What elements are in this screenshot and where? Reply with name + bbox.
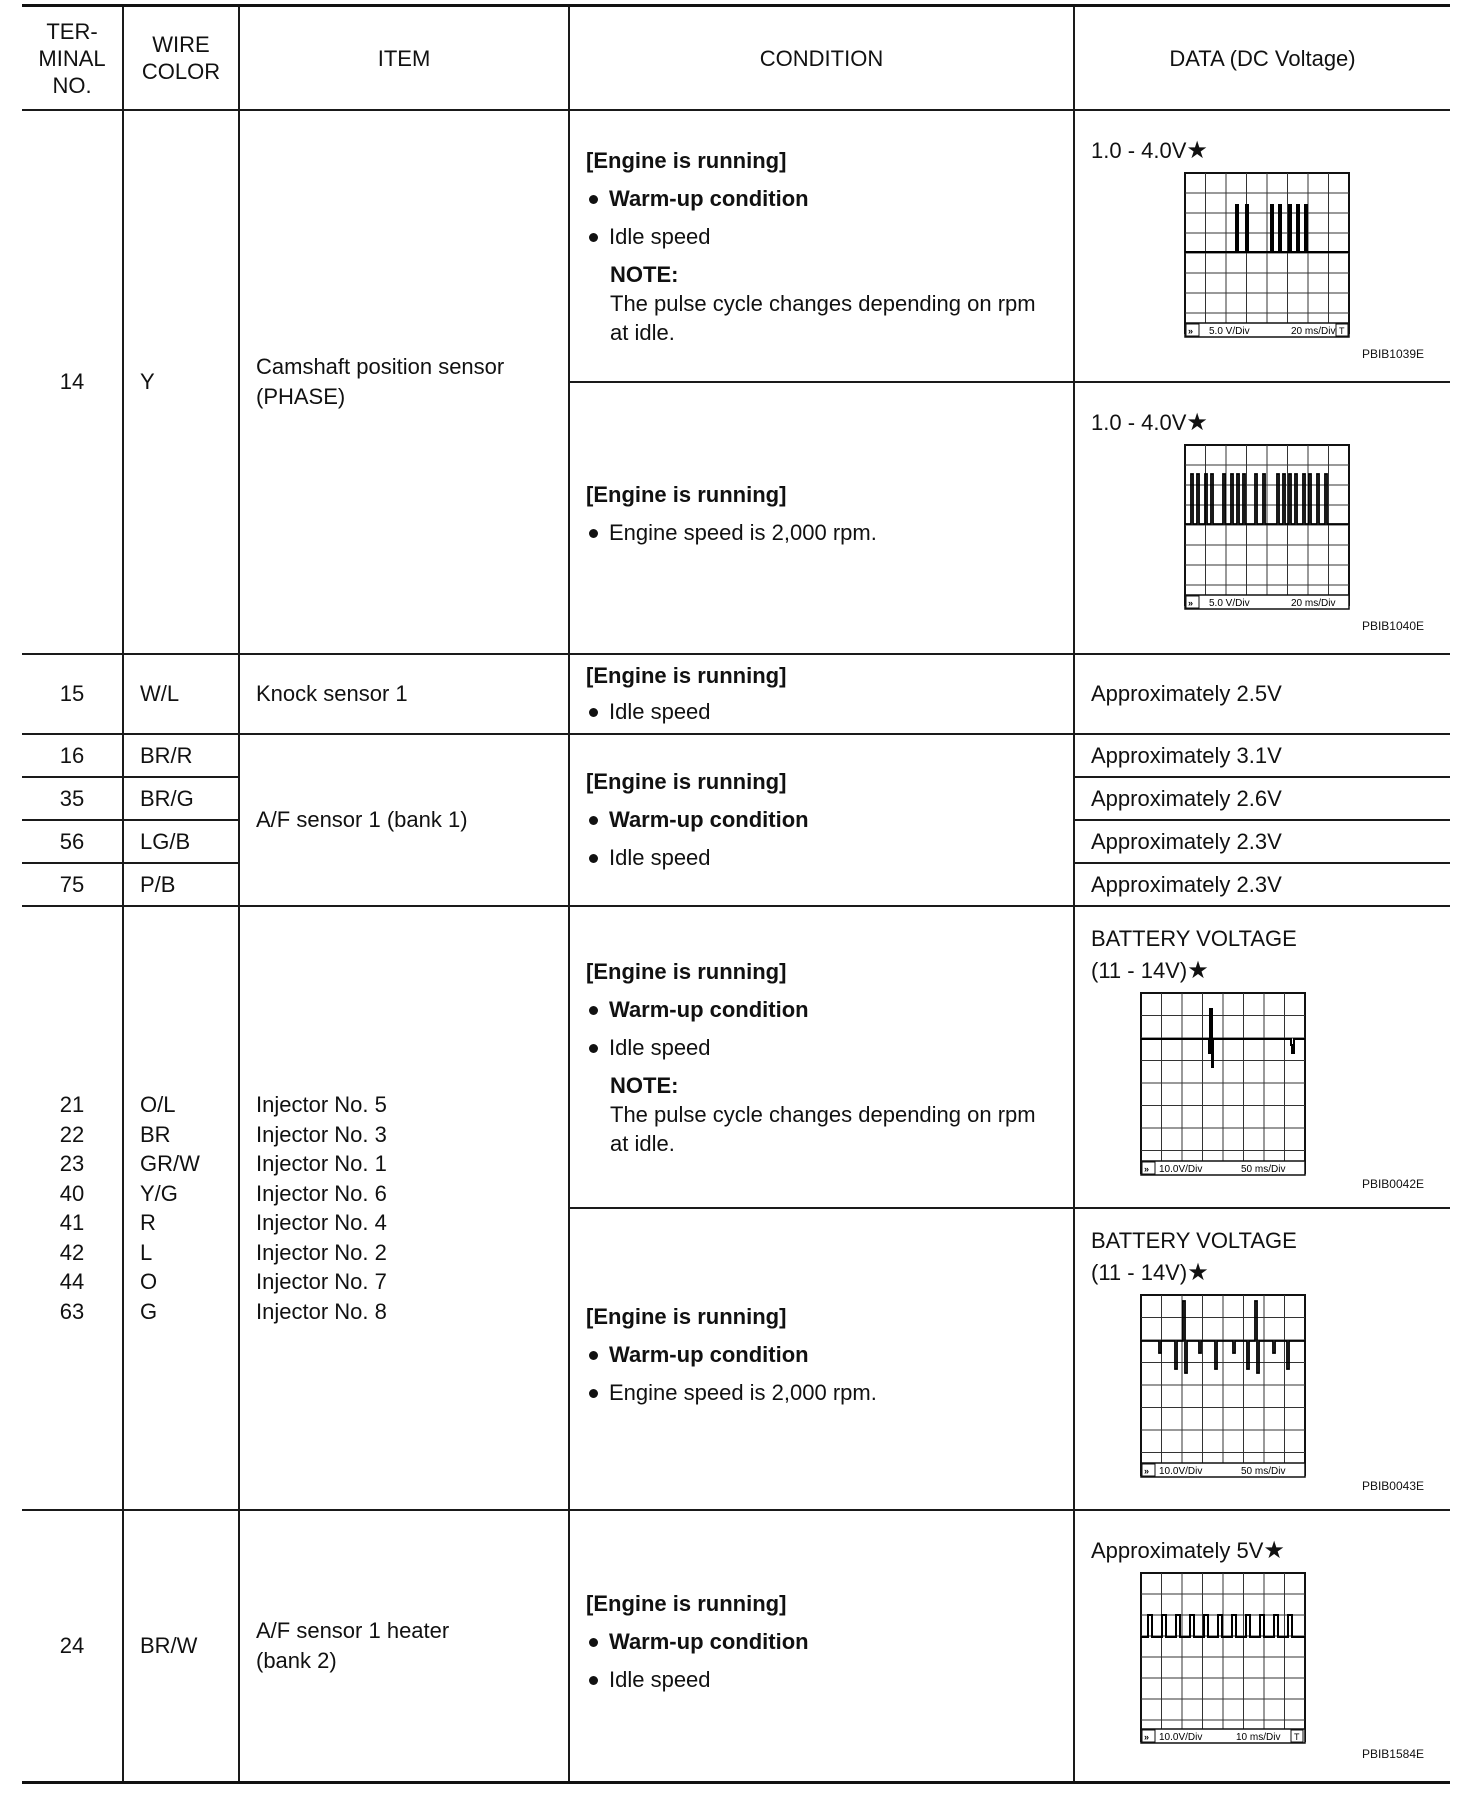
item-name-list: Injector No. 5 Injector No. 3 Injector No. 1 Injector No. 6 Injector No. 4 Injector No. 2 Injector No. 7 Injector No. 8: [239, 906, 569, 1510]
table-row: [22, 1510, 1450, 1782]
oscilloscope-figure: [1091, 1289, 1450, 1479]
terminal-data-sheet: [22, 4, 1450, 1784]
scope-time-div: 50 ms/Div: [1241, 1164, 1286, 1175]
figure-code: PBIB0043E: [1361, 1479, 1424, 1493]
header-condition: CONDITION: [569, 6, 1074, 111]
condition-cell: [569, 110, 1074, 382]
condition-cell: [569, 1208, 1074, 1510]
terminal-no: 15: [22, 654, 123, 734]
condition-bullet: Idle speed: [586, 222, 1065, 252]
condition-bullet: Warm-up condition: [586, 184, 1065, 214]
bullet-icon: [589, 816, 598, 825]
bullet-icon: [589, 1389, 598, 1398]
condition-bullet: Idle speed: [586, 1033, 1065, 1063]
condition-heading: [Engine is running]: [586, 1304, 787, 1329]
scope-grid: [1185, 445, 1349, 605]
scope-arrow-icon: »: [1144, 1466, 1150, 1476]
scope-arrow-icon: »: [1144, 1164, 1150, 1174]
condition-bullet: Idle speed: [586, 1665, 1065, 1695]
header-item: ITEM: [239, 6, 569, 111]
terminal-no: 75: [22, 863, 123, 906]
wire-color: W/L: [123, 654, 239, 734]
oscilloscope-waveform: [1091, 1567, 1451, 1747]
bullet-icon: [589, 1676, 598, 1685]
condition-bullet: Idle speed: [586, 697, 1065, 727]
bullet-icon: [589, 1006, 598, 1015]
terminal-no: 14: [22, 110, 123, 654]
scope-flag: T: [1339, 326, 1345, 336]
terminal-no: 24: [22, 1510, 123, 1782]
terminal-no-list: 21 22 23 40 41 42 44 63: [22, 906, 123, 1510]
item-name: Camshaft position sensor (PHASE): [239, 110, 569, 654]
data-cell: Approximately 3.1V: [1074, 734, 1450, 777]
star-icon: ★: [1186, 137, 1208, 164]
scope-grid: [1141, 1573, 1305, 1741]
item-name: A/F sensor 1 (bank 1): [239, 734, 569, 906]
scope-grid: [1141, 1295, 1305, 1475]
data-cell: [1074, 382, 1450, 654]
condition-bullet: Engine speed is 2,000 rpm.: [586, 518, 1065, 548]
condition-cell: [569, 906, 1074, 1208]
star-icon: ★: [1186, 409, 1208, 436]
condition-heading: [Engine is running]: [586, 147, 787, 173]
scope-flag: T: [1294, 1731, 1300, 1742]
header-terminal: TER- MINAL NO.: [22, 6, 123, 111]
oscilloscope-figure: [1091, 439, 1450, 619]
condition-cell: [569, 382, 1074, 654]
oscilloscope-waveform: [1091, 439, 1451, 619]
oscilloscope-waveform: [1091, 167, 1451, 347]
voltage-value: 1.0 - 4.0V★: [1091, 137, 1208, 164]
item-name: A/F sensor 1 heater (bank 2): [239, 1510, 569, 1782]
note-block: NOTE: The pulse cycle changes depending on rpm at idle.: [610, 261, 1036, 345]
condition-heading: [Engine is running]: [586, 663, 787, 688]
scope-time-div: 10 ms/Div: [1236, 1731, 1281, 1743]
condition-bullet: Idle speed: [586, 843, 1065, 873]
bullet-icon: [589, 233, 598, 242]
condition-bullet: Warm-up condition: [586, 995, 1065, 1025]
waveform-trace: [1141, 1615, 1305, 1637]
scope-volt-div: 10.0V/Div: [1159, 1731, 1203, 1743]
data-cell: Approximately 2.5V: [1074, 654, 1450, 734]
scope-time-div: 20 ms/Div: [1291, 326, 1336, 337]
condition-bullet: Warm-up condition: [586, 805, 1065, 835]
scope-volt-div: 10.0V/Div: [1159, 1164, 1203, 1175]
terminal-no: 16: [22, 734, 123, 777]
voltage-value: 1.0 - 4.0V★: [1091, 409, 1208, 436]
condition-cell: [569, 654, 1074, 734]
wire-color: LG/B: [123, 820, 239, 863]
condition-heading: [Engine is running]: [586, 958, 787, 984]
data-cell: Approximately 2.3V: [1074, 863, 1450, 906]
scope-time-div: 50 ms/Div: [1241, 1466, 1286, 1477]
terminal-no: 56: [22, 820, 123, 863]
star-icon: ★: [1187, 1259, 1209, 1286]
figure-code: PBIB1040E: [1361, 619, 1424, 633]
figure-code: PBIB1039E: [1361, 347, 1424, 361]
condition-heading: [Engine is running]: [586, 482, 787, 507]
data-cell: [1074, 1208, 1450, 1510]
header-row: [22, 6, 1450, 111]
data-cell: [1074, 1510, 1450, 1782]
table-row: [22, 110, 1450, 382]
wire-color: BR/R: [123, 734, 239, 777]
table-row: [22, 906, 1450, 1208]
bullet-icon: [589, 195, 598, 204]
condition-cell: [569, 1510, 1074, 1782]
condition-bullet: Warm-up condition: [586, 1340, 1065, 1370]
scope-time-div: 20 ms/Div: [1291, 598, 1336, 609]
table-row: [22, 654, 1450, 734]
star-icon: ★: [1263, 1536, 1285, 1564]
bullet-icon: [589, 708, 598, 717]
bullet-icon: [589, 1044, 598, 1053]
wire-color: BR/W: [123, 1510, 239, 1782]
wire-color-list: O/L BR GR/W Y/G R L O G: [123, 906, 239, 1510]
bullet-icon: [589, 1351, 598, 1360]
condition-heading: [Engine is running]: [586, 1590, 787, 1616]
star-icon: ★: [1187, 957, 1209, 984]
scope-arrow-icon: »: [1188, 598, 1194, 608]
figure-code: PBIB0042E: [1361, 1177, 1424, 1191]
condition-bullet: Engine speed is 2,000 rpm.: [586, 1378, 1065, 1408]
item-name: Knock sensor 1: [239, 654, 569, 734]
table-row: [22, 734, 1450, 777]
header-data: DATA (DC Voltage): [1074, 6, 1450, 111]
wire-color: BR/G: [123, 777, 239, 820]
scope-grid: [1141, 993, 1305, 1173]
voltage-value: BATTERY VOLTAGE (11 - 14V)★: [1091, 1228, 1297, 1286]
ecm-terminal-table: [22, 4, 1450, 1784]
data-cell: [1074, 906, 1450, 1208]
voltage-value: BATTERY VOLTAGE (11 - 14V)★: [1091, 926, 1297, 984]
data-cell: [1074, 110, 1450, 382]
bullet-icon: [589, 1638, 598, 1647]
scope-volt-div: 5.0 V/Div: [1209, 598, 1250, 609]
scope-arrow-icon: »: [1144, 1731, 1150, 1742]
header-wire-color: WIRE COLOR: [123, 6, 239, 111]
note-block: NOTE: The pulse cycle changes depending on rpm at idle.: [610, 1072, 1036, 1156]
oscilloscope-figure: [1091, 167, 1450, 347]
oscilloscope-figure: [1091, 987, 1450, 1177]
bullet-icon: [589, 854, 598, 863]
data-cell: Approximately 2.3V: [1074, 820, 1450, 863]
wire-color: Y: [123, 110, 239, 654]
scope-arrow-icon: »: [1188, 326, 1194, 336]
wire-color: P/B: [123, 863, 239, 906]
voltage-value: Approximately 5V★: [1091, 1536, 1285, 1564]
data-cell: Approximately 2.6V: [1074, 777, 1450, 820]
bullet-icon: [589, 529, 598, 538]
scope-volt-div: 5.0 V/Div: [1209, 326, 1250, 337]
oscilloscope-waveform: [1091, 1289, 1451, 1479]
scope-volt-div: 10.0V/Div: [1159, 1466, 1203, 1477]
condition-heading: [Engine is running]: [586, 769, 787, 794]
condition-bullet: Warm-up condition: [586, 1627, 1065, 1657]
condition-cell: [569, 734, 1074, 906]
oscilloscope-figure: [1091, 1567, 1450, 1747]
oscilloscope-waveform: [1091, 987, 1451, 1177]
terminal-no: 35: [22, 777, 123, 820]
figure-code: PBIB1584E: [1361, 1746, 1424, 1761]
